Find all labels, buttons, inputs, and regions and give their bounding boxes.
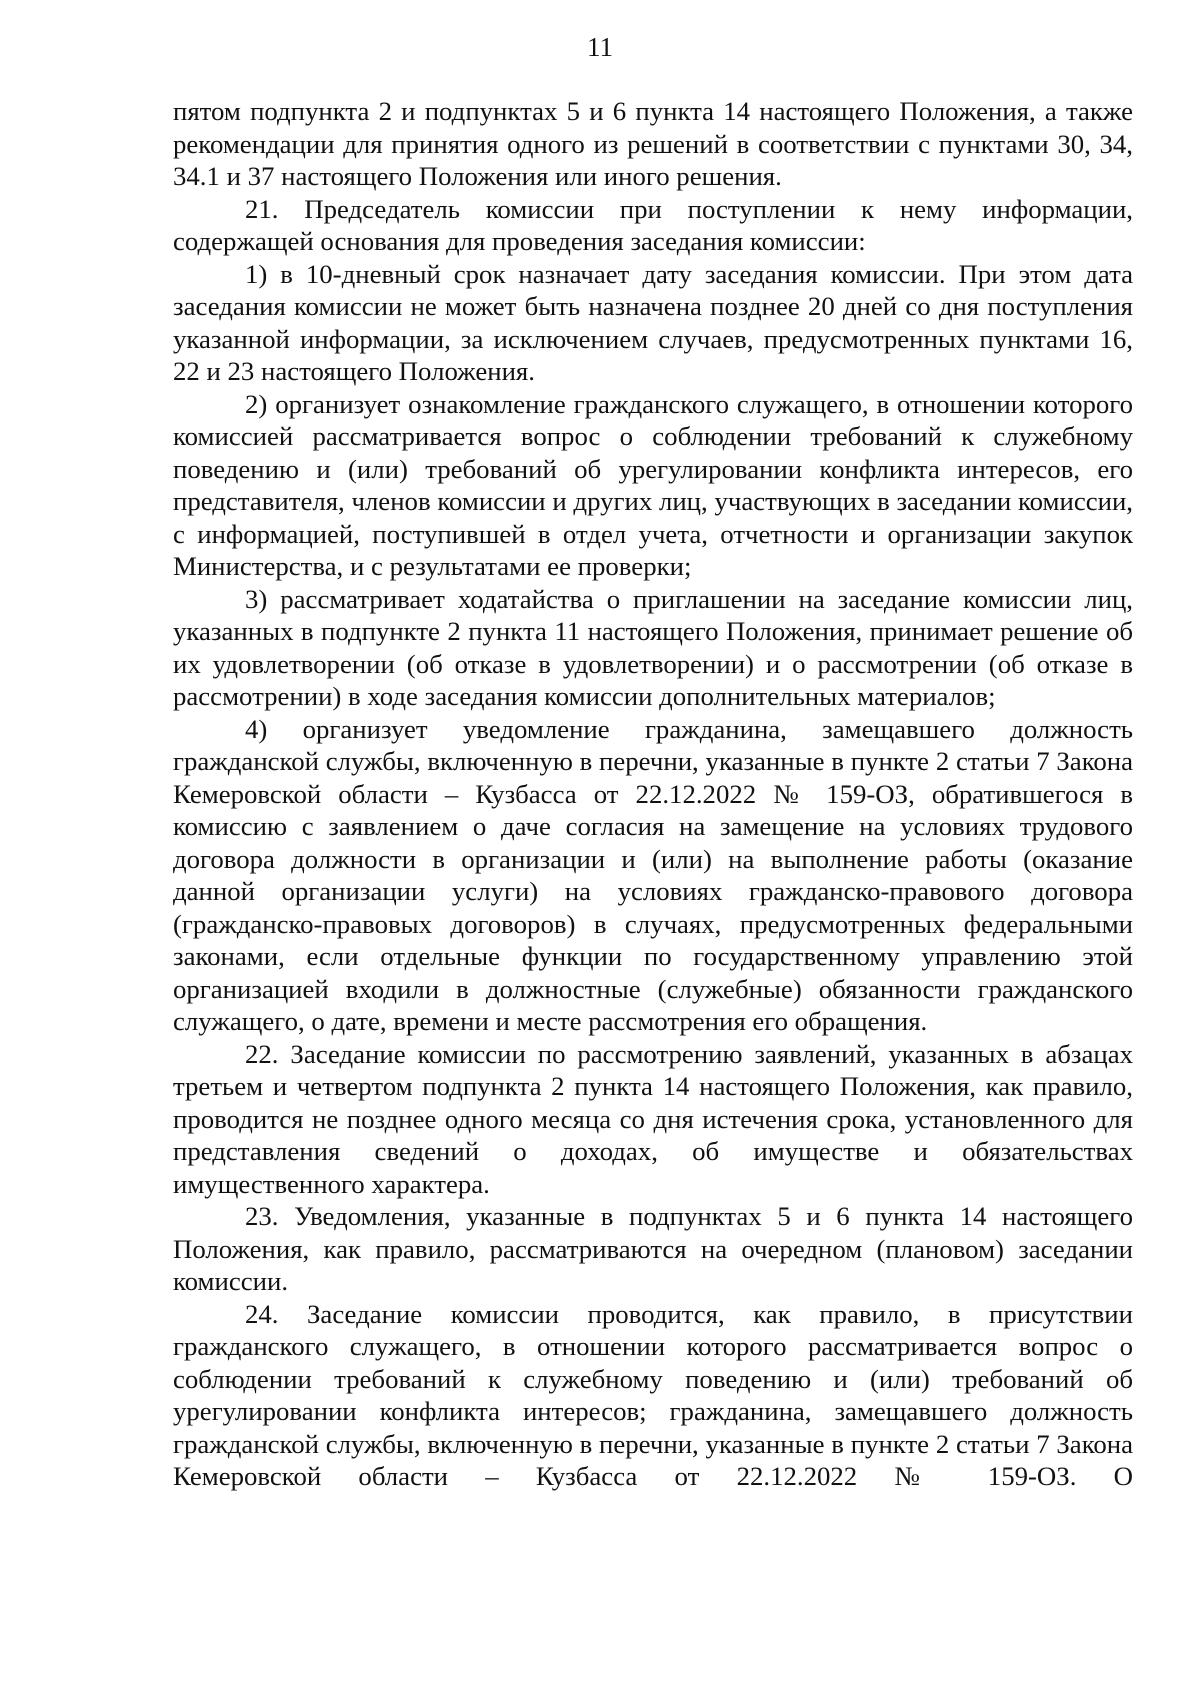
paragraph-item-21: 21. Председатель комиссии при поступлении к нему информации, содержащей основания для проведения заседания комиссии: — [173, 193, 1133, 256]
paragraph-subitem-4: 4) организует уведомление гражданина, замещавшего должность гражданской службы, включенную в перечни, указанные в пункте 2 статьи 7 Закона Кемеровской области – Кузбасса от 22.12.2022 № 159-ОЗ, обратившегося в комиссию с заявлением о даче согласия на замещение на условиях трудового договора должности в организации и (или) на выполнение работы (оказание данной организации услуги) на условиях гражданско-правового договора (гражданско-правовых договоров) в случаях, предусмотренных федеральными законами, если отдельные функции по государственному управлению этой организацией входили в должностные (служебные) обязанности гражданского служащего, о дате, времени и месте рассмотрения его обращения. — [173, 713, 1133, 1036]
paragraph-subitem-3: 3) рассматривает ходатайства о приглашении на заседание комиссии лиц, указанных в подпункте 2 пункта 11 настоящего Положения, принимает решение об их удовлетворении (об отказе в удовлетворении) и о рассмотрении (об отказе в рассмотрении) в ходе заседания комиссии дополнительных материалов; — [173, 583, 1133, 711]
paragraph-subitem-2: 2) организует ознакомление гражданского служащего, в отношении которого комиссией рассматривается вопрос о соблюдении требований к служебному поведению и (или) требований об урегулировании конфликта интересов, его представителя, членов комиссии и других лиц, участвующих в заседании комиссии, с информацией, поступившей в отдел учета, отчетности и организации закупок Министерства, и с результатами ее проверки; — [173, 388, 1133, 581]
paragraph-item-22: 22. Заседание комиссии по рассмотрению заявлений, указанных в абзацах третьем и четвертом подпункта 2 пункта 14 настоящего Положения, как правило, проводится не позднее одного месяца со дня истечения срока, установленного для представления сведений о доходах, об имуществе и обязательствах имущественного характера. — [173, 1038, 1133, 1199]
paragraph-item-23: 23. Уведомления, указанные в подпунктах 5 и 6 пункта 14 настоящего Положения, как правило, рассматриваются на очередном (плановом) заседании комиссии. — [173, 1201, 1133, 1296]
paragraph-subitem-1: 1) в 10-дневный срок назначает дату заседания комиссии. При этом дата заседания комиссии не может быть назначена позднее 20 дней со дня поступления указанной информации, за исключением случаев, предусмотренных пунктами 16, 22 и 23 настоящего Положения. — [173, 258, 1133, 386]
paragraph-item-24: 24. Заседание комиссии проводится, как правило, в присутствии гражданского служащего, в отношении которого рассматривается вопрос о соблюдении требований к служебному поведению и (или) требований об урегулировании конфликта интересов; гражданина, замещавшего должность гражданской службы, включенную в перечни, указанные в пункте 2 статьи 7 Закона Кемеровской области – Кузбасса от 22.12.2022 № 159-ОЗ. О — [173, 1298, 1133, 1491]
document-body — [173, 95, 1133, 1493]
paragraph-continuation: пятом подпункта 2 и подпунктах 5 и 6 пункта 14 настоящего Положения, а также рекомендации для принятия одного из решений в соответствии с пунктами 30, 34, 34.1 и 37 настоящего Положения или иного решения. — [173, 96, 1133, 191]
page-number: 11 — [587, 32, 613, 62]
